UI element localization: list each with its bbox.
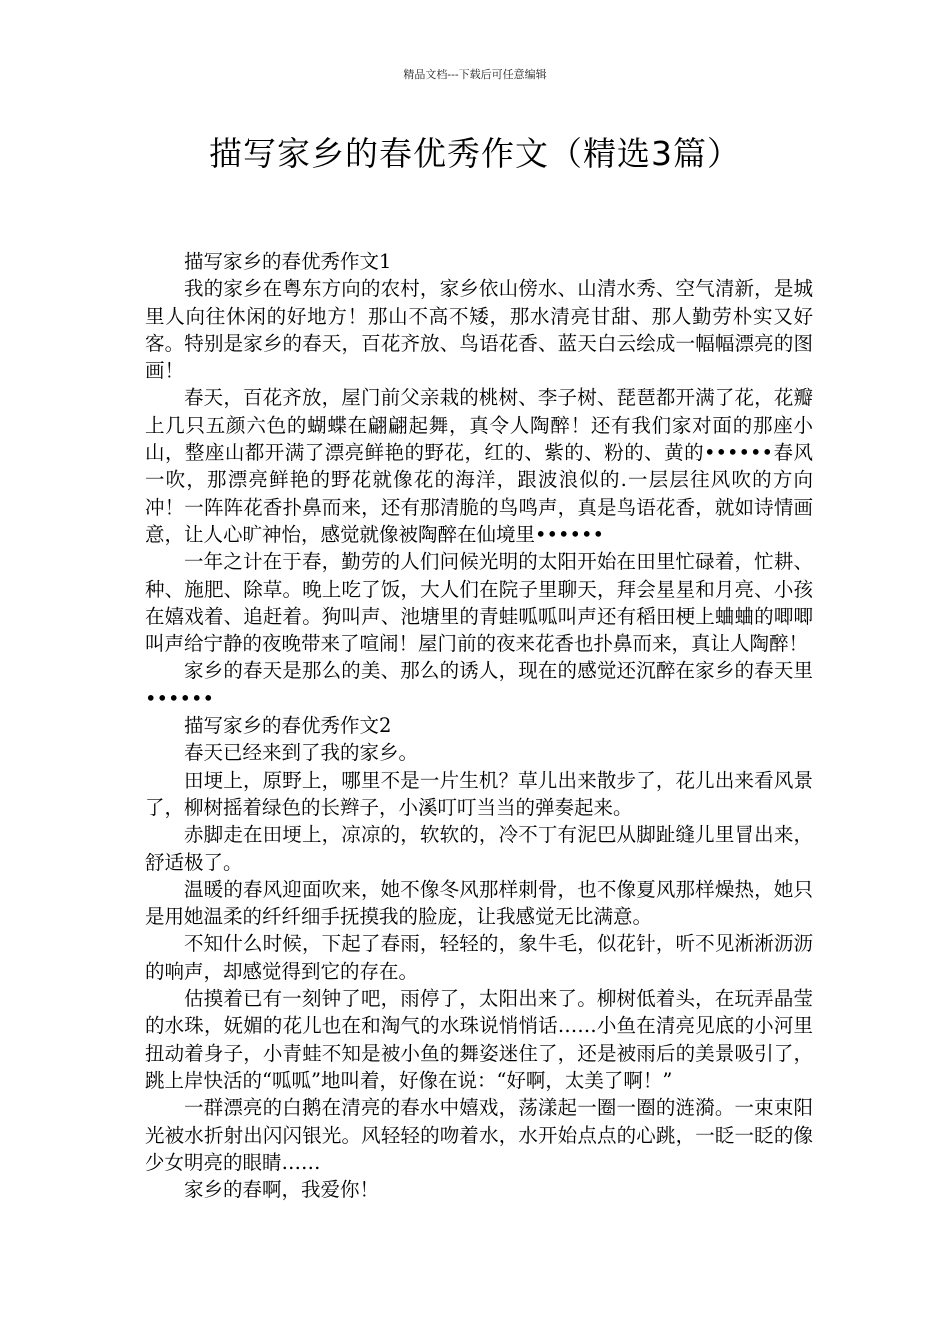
paragraph: 田埂上，原野上，哪里不是一片生机？草儿出来散步了，花儿出来看风景了，柳树摇着绿色的长辫子，小溪叮叮当当的弹奏起来。 [145, 768, 813, 819]
section-heading-2: 描写家乡的春优秀作文2 [184, 714, 392, 738]
paragraph: 赤脚走在田埂上，凉凉的，软软的，冷不丁有泥巴从脚趾缝儿里冒出来，舒适极了。 [145, 823, 813, 874]
paragraph: 春天，百花齐放，屋门前父亲栽的桃树、李子树、琵琶都开满了花，花瓣上几只五颜六色的蝴蝶在翩翩起舞，真令人陶醉！还有我们家对面的那座小山，整座山都开满了漂亮鲜艳的野花，红的、紫的、粉的、黄的••••••春风一吹，那漂亮鲜艳的野花就像花的海洋，跟波浪似的.一层层往风吹的方向冲！一阵阵花香扑鼻而来，还有那清脆的鸟鸣声，真是鸟语花香，就如诗情画意，让人心旷神怡，感觉就像被陶醉在仙境里•••••• [145, 386, 813, 546]
section-heading-1: 描写家乡的春优秀作文1 [184, 250, 392, 273]
page-title: 描写家乡的春优秀作文（精选3篇） [209, 134, 741, 173]
paragraph: 一群漂亮的白鹅在清亮的春水中嬉戏，荡漾起一圈一圈的涟漪。一束束阳光被水折射出闪闪银光。风轻轻的吻着水，水开始点点的心跳，一眨一眨的像少女明亮的眼睛…… [145, 1096, 813, 1174]
paragraph: 不知什么时候，下起了春雨，轻轻的，象牛毛，似花针，听不见淅淅沥沥的响声，却感觉得到它的存在。 [145, 932, 813, 983]
paragraph: 家乡的春天是那么的美、那么的诱人，现在的感觉还沉醉在家乡的春天里•••••• [145, 659, 813, 710]
paragraph: 估摸着已有一刻钟了吧，雨停了，太阳出来了。柳树低着头，在玩弄晶莹的水珠，妩媚的花儿也在和淘气的水珠说悄悄话……小鱼在清亮见底的小河里扭动着身子，小青蛙不知是被小鱼的舞姿迷住了，还是被雨后的美景吸引了，跳上岸快活的“呱呱”地叫着，好像在说：“好啊，太美了啊！” [145, 987, 813, 1092]
paragraph: 我的家乡在粤东方向的农村，家乡依山傍水、山清水秀、空气清新，是城里人向往休闲的好地方！那山不高不矮，那水清亮甘甜、那人勤劳朴实又好客。特别是家乡的春天，百花齐放、鸟语花香、蓝天白云绘成一幅幅漂亮的图画！ [145, 277, 813, 383]
paragraph: 家乡的春啊，我爱你！ [184, 1178, 380, 1202]
header-note: 精品文档---下载后可任意编辑 [403, 68, 547, 81]
paragraph: 一年之计在于春，勤劳的人们问候光明的太阳开始在田里忙碌着，忙耕、种、施肥、除草。晚上吃了饭，大人们在院子里聊天，拜会星星和月亮、小孩在嬉戏着、追赶着。狗叫声、池塘里的青蛙呱呱叫声还有稻田梗上蛐蛐的唧唧叫声给宁静的夜晚带来了喧闹！屋门前的夜来花香也扑鼻而来，真让人陶醉！ [145, 550, 813, 656]
paragraph: 春天已经来到了我的家乡。 [184, 741, 419, 765]
paragraph: 温暖的春风迎面吹来，她不像冬风那样刺骨，也不像夏风那样燥热，她只是用她温柔的纤纤细手抚摸我的脸庞，让我感觉无比满意。 [145, 877, 813, 929]
article-body [145, 248, 813, 1203]
